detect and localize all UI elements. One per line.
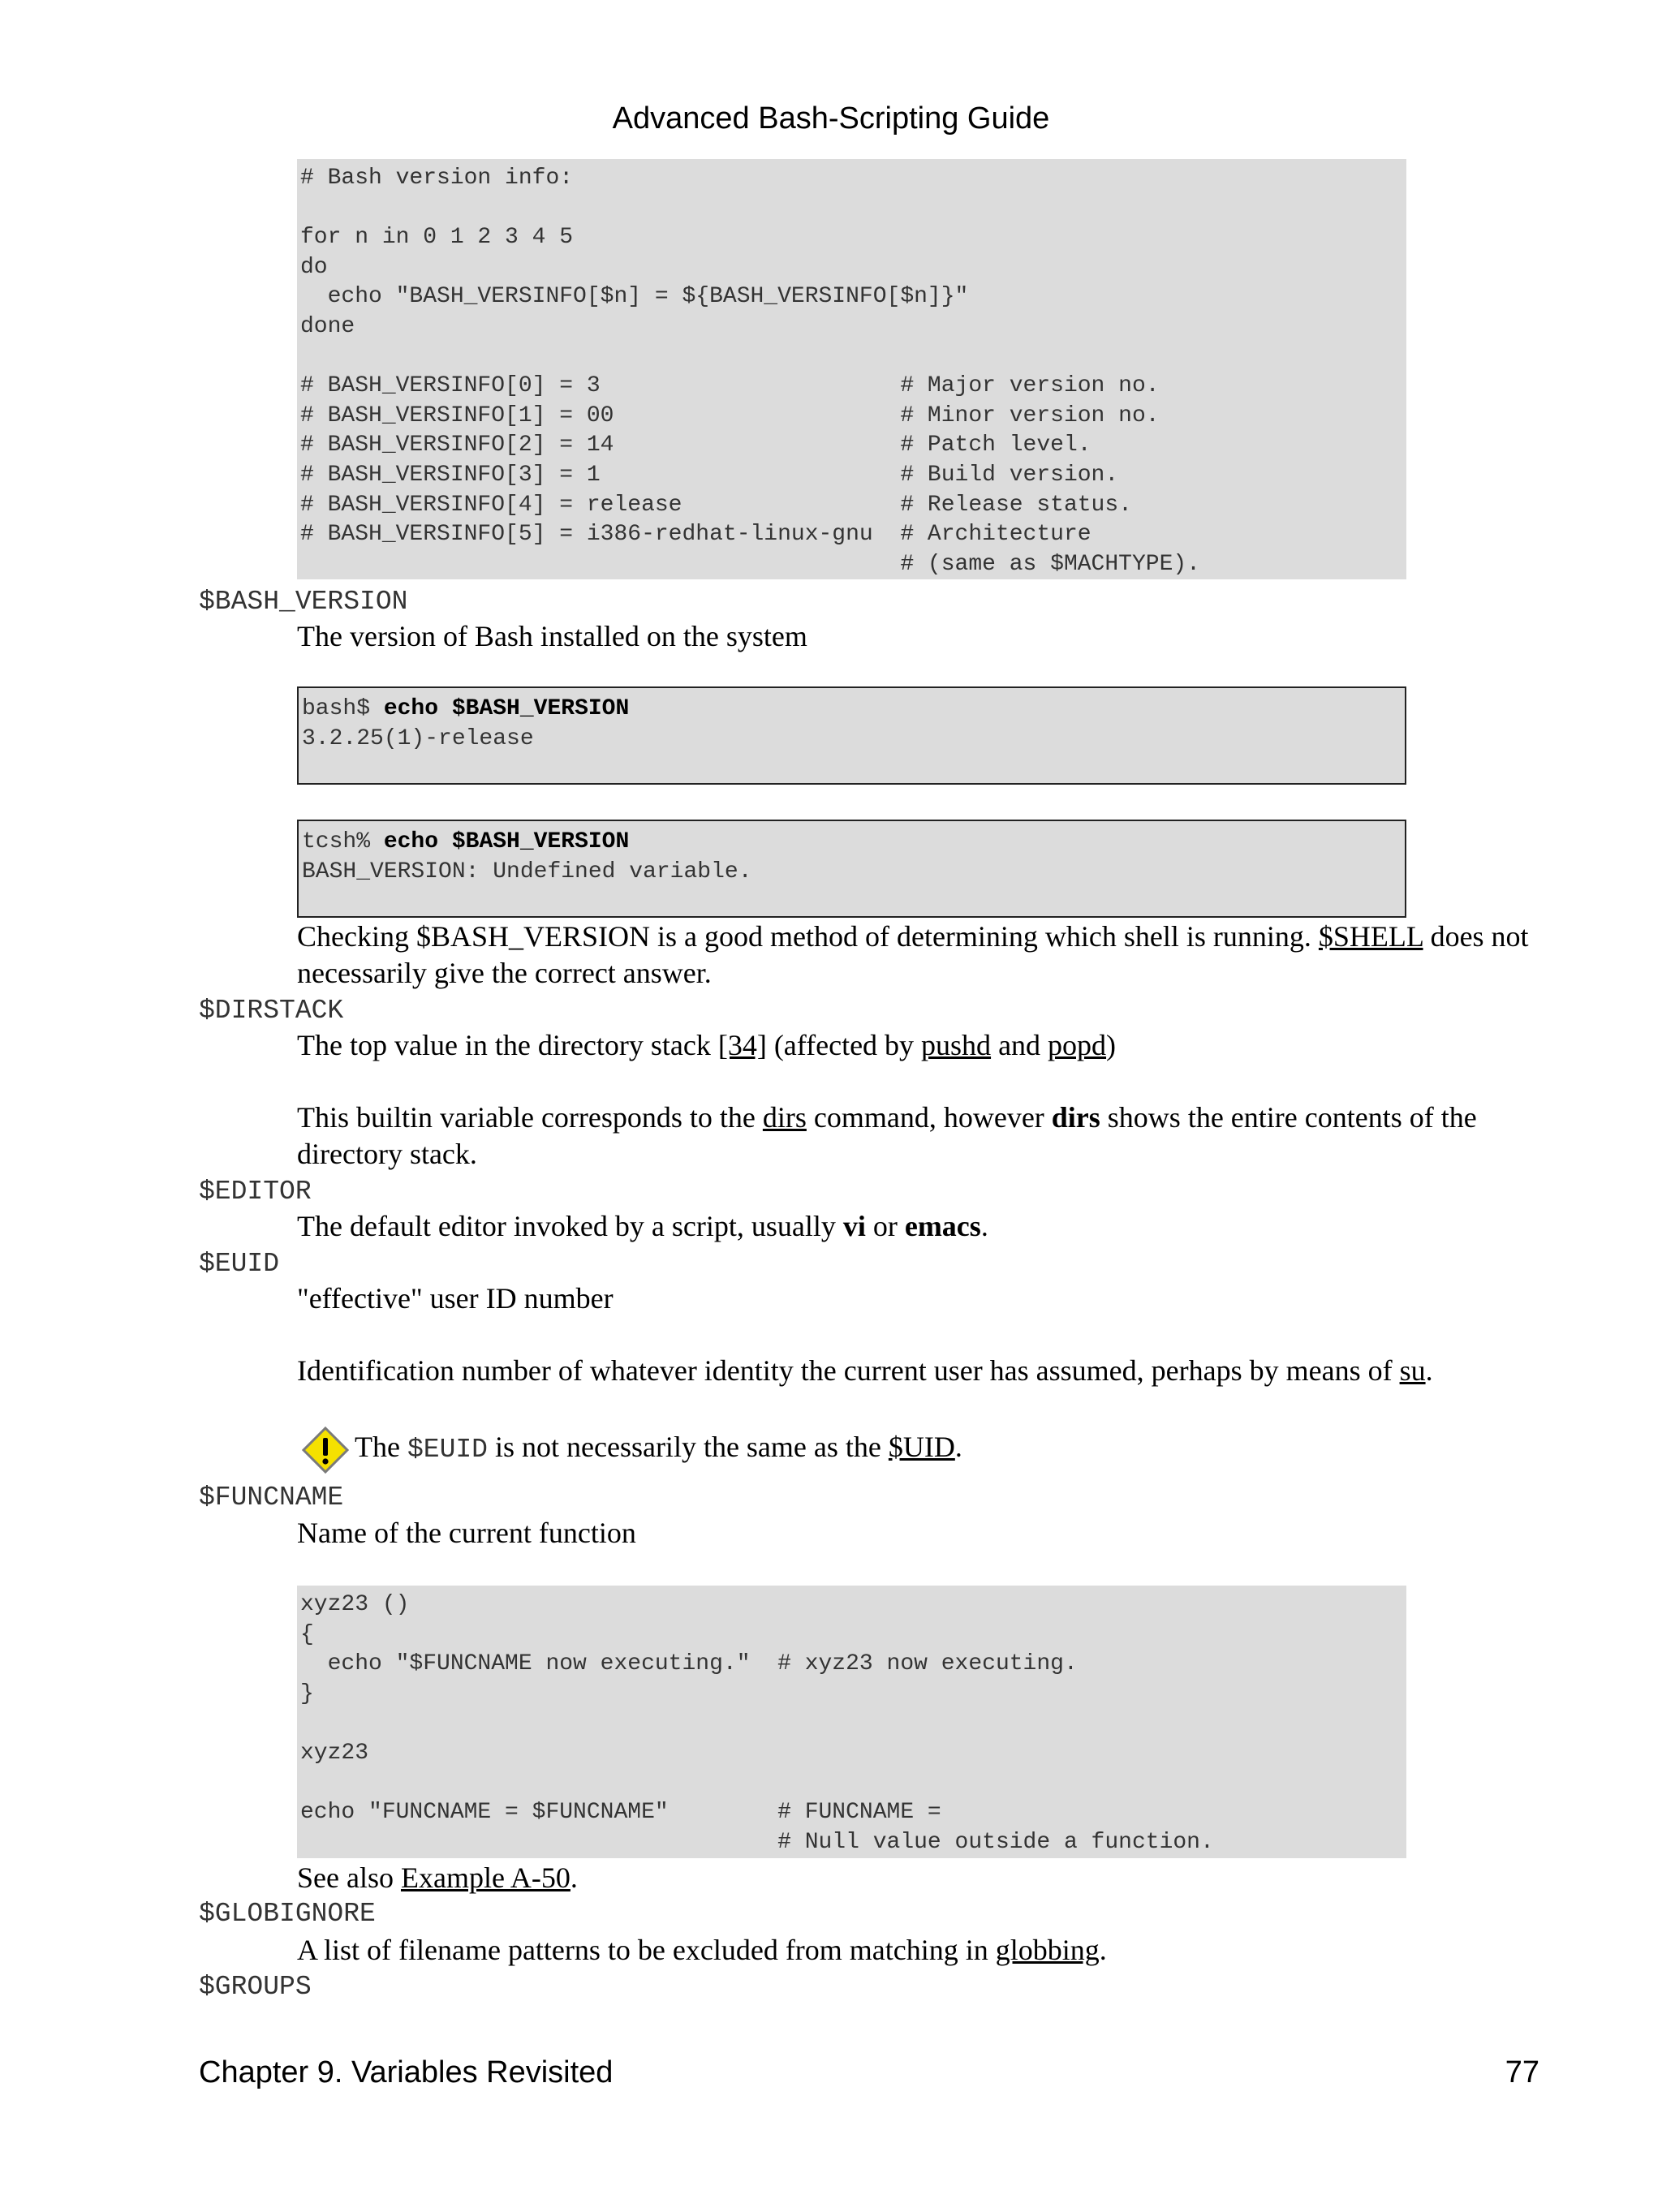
text: . xyxy=(1425,1354,1433,1387)
code-block-bash-versinfo: # Bash version info: for n in 0 1 2 3 4 5 do echo "BASH_VERSINFO[$n] = ${BASH_VERSINFO[$n]}" done # BASH_VERSINFO[0] = 3 # Major version no. # BASH_VERSINFO[1] = 00 # Minor version no. # BASH_VERSINFO[2] = 14 # Patch level. # BASH_VERSINFO[3] = 1 # Build version. # BASH_VERSINFO[4] = release # Release status. # BASH_VERSINFO[5] = i386-redhat-linux-gnu # Architecture # (same as $MACHTYPE). xyxy=(297,159,1406,579)
text: and xyxy=(991,1029,1048,1061)
text: . xyxy=(954,1431,962,1463)
screen-bash-example xyxy=(297,686,1406,785)
footnote-link[interactable]: [34] xyxy=(717,1029,767,1061)
term-groups: $GROUPS xyxy=(199,1972,312,2002)
dirstack-p1 xyxy=(297,1027,1531,1064)
link-example-a50[interactable]: Example A-50 xyxy=(400,1861,571,1894)
text: See also xyxy=(297,1861,401,1894)
screen-tcsh-example xyxy=(297,820,1406,918)
warning-icon xyxy=(302,1427,349,1474)
globignore-description xyxy=(297,1932,1531,1969)
page-header: Advanced Bash-Scripting Guide xyxy=(612,101,1050,136)
text: . xyxy=(980,1210,988,1242)
term-dirstack: $DIRSTACK xyxy=(199,996,344,1026)
link-su[interactable]: su xyxy=(1399,1354,1426,1387)
text: shows the entire contents of the directory stack. xyxy=(297,1101,1477,1170)
prompt: bash$ xyxy=(302,696,384,721)
text: The xyxy=(355,1431,407,1463)
text: ) xyxy=(1106,1029,1117,1061)
footer-page-number: 77 xyxy=(1505,2055,1539,2089)
bash-version-note xyxy=(297,919,1531,992)
text: command, however xyxy=(806,1101,1052,1134)
link-uid[interactable]: $UID xyxy=(888,1431,955,1463)
code-euid: $EUID xyxy=(407,1435,488,1465)
bold-vi: vi xyxy=(842,1210,866,1242)
note-text: Checking $BASH_VERSION is a good method of determining which shell is running. xyxy=(297,920,1319,953)
output: 3.2.25(1)-release xyxy=(302,725,534,751)
command: echo $BASH_VERSION xyxy=(383,696,630,721)
editor-description xyxy=(297,1208,1531,1245)
link-pushd[interactable]: pushd xyxy=(921,1029,992,1061)
term-euid: $EUID xyxy=(199,1249,280,1279)
link-shell[interactable]: $SHELL xyxy=(1318,920,1423,953)
text: . xyxy=(570,1861,578,1894)
term-editor: $EDITOR xyxy=(199,1177,312,1207)
bold-dirs: dirs xyxy=(1051,1101,1100,1134)
text: . xyxy=(1099,1934,1107,1966)
text: or xyxy=(865,1210,905,1242)
funcname-see-also xyxy=(297,1860,1531,1896)
funcname-description: Name of the current function xyxy=(297,1517,636,1549)
text: The default editor invoked by a script, usually xyxy=(297,1210,843,1242)
euid-p2 xyxy=(297,1353,1531,1389)
link-popd[interactable]: popd xyxy=(1048,1029,1107,1061)
text: The top value in the directory stack xyxy=(297,1029,718,1061)
link-dirs[interactable]: dirs xyxy=(762,1101,807,1134)
dirstack-p2 xyxy=(297,1100,1531,1173)
footer-chapter: Chapter 9. Variables Revisited xyxy=(199,2055,614,2089)
command: echo $BASH_VERSION xyxy=(383,829,630,854)
text: A list of filename patterns to be excluded from matching in xyxy=(297,1934,996,1966)
link-globbing[interactable]: globbing xyxy=(995,1934,1100,1966)
note-text: does not necessarily give the correct answer. xyxy=(297,920,1529,989)
term-funcname: $FUNCNAME xyxy=(199,1483,344,1513)
term-bash-version: $BASH_VERSION xyxy=(199,587,408,617)
text: (affected by xyxy=(766,1029,922,1061)
bash-version-description: The version of Bash installed on the system xyxy=(297,620,807,652)
code-block-funcname: xyz23 () { echo "$FUNCNAME now executing." # xyz23 now executing. } xyz23 echo "FUNCNAME = $FUNCNAME" # FUNCNAME = # Null value outside a function. xyxy=(297,1586,1406,1858)
euid-p1: "effective" user ID number xyxy=(297,1282,614,1315)
term-globignore: $GLOBIGNORE xyxy=(199,1899,376,1929)
bold-emacs: emacs xyxy=(904,1210,981,1242)
text: is not necessarily the same as the xyxy=(488,1431,889,1463)
prompt: tcsh% xyxy=(302,829,384,854)
text: This builtin variable corresponds to the xyxy=(297,1101,763,1134)
output: BASH_VERSION: Undefined variable. xyxy=(302,859,752,884)
text: Identification number of whatever identity the current user has assumed, perhaps by means of xyxy=(297,1354,1400,1387)
euid-warning xyxy=(355,1429,1588,1468)
